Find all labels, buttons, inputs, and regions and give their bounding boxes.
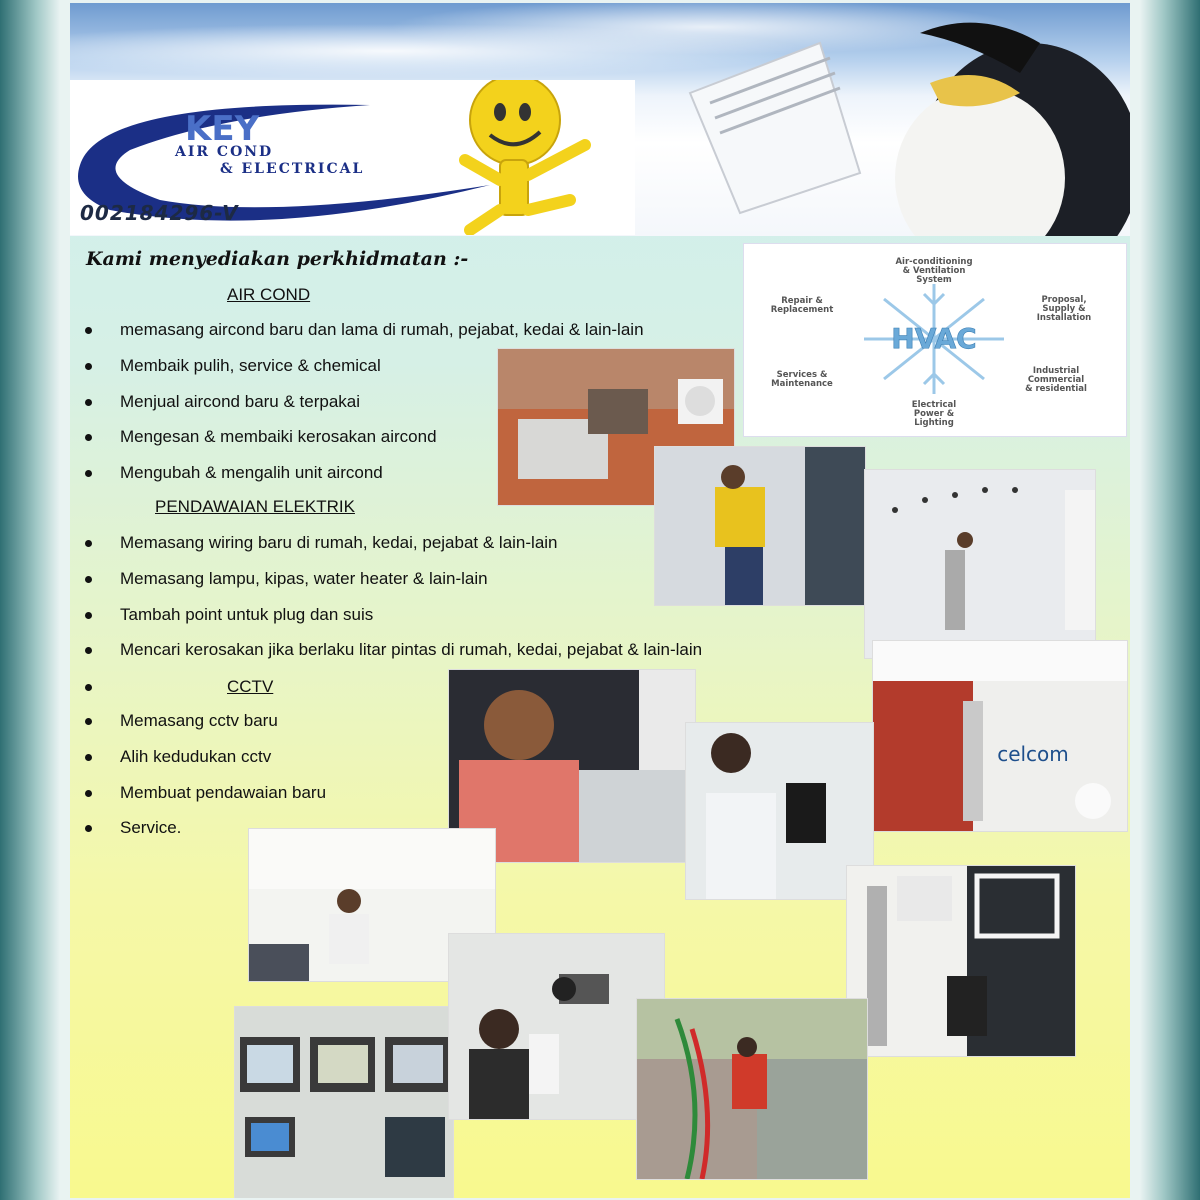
bullet-icon — [85, 790, 92, 797]
hvac-right-top-label-1: Proposal, — [1041, 295, 1087, 305]
section-title-elektrik: PENDAWAIAN ELEKTRIK — [155, 497, 355, 516]
hvac-right-top-label-3: Installation — [1036, 313, 1092, 323]
service-text: Mencari kerosakan jika berlaku litar pintas di rumah, kedai, pejabat & lain-lain — [120, 640, 703, 660]
list-item — [70, 745, 326, 781]
key-mascot-icon — [465, 80, 585, 230]
hvac-bottom-label-1: Electrical — [911, 400, 957, 410]
logo-line-1: AIR COND — [175, 144, 274, 160]
hvac-right-bottom-label-3: & residential — [1025, 384, 1087, 394]
bullet-icon — [85, 327, 92, 334]
service-text: Alih kedudukan cctv — [120, 746, 272, 766]
bullet-icon — [85, 470, 92, 477]
photo-ceiling-lights — [864, 469, 1096, 659]
service-text: Memasang wiring baru di rumah, kedai, pejabat & lain-lain — [120, 533, 558, 552]
elektrik-service-list — [70, 531, 702, 674]
section-title-aircond: AIR COND — [227, 285, 311, 304]
list-item — [70, 603, 702, 639]
service-text: Membuat pendawaian baru — [120, 782, 327, 802]
photo-worker-wiring — [654, 446, 866, 606]
bullet-icon — [85, 684, 92, 691]
hvac-right-bottom-label-1: Industrial — [1032, 366, 1080, 376]
photo-cctv-monitors — [234, 1006, 454, 1198]
company-registration-number: 002184296-V — [80, 201, 239, 225]
service-text: Mengesan & membaiki kerosakan aircond — [120, 427, 437, 447]
service-text: Memasang cctv baru — [120, 711, 278, 730]
service-text: Mengubah & mengalih unit aircond — [120, 463, 383, 483]
bullet-icon — [85, 540, 92, 547]
photo-outdoor-aircond-unit — [846, 865, 1076, 1057]
hvac-left-top-label-1: Repair & — [781, 296, 823, 306]
list-item — [70, 531, 702, 567]
aircond-penguin-image — [680, 3, 1130, 236]
hvac-bottom-label-3: Lighting — [914, 418, 954, 428]
bullet-icon — [85, 718, 92, 725]
hvac-left-bottom-label-1: Services & — [776, 370, 828, 380]
hvac-top-label-3: System — [916, 275, 952, 285]
store-sign: celcom — [997, 742, 1069, 766]
services-intro-heading: Kami menyediakan perkhidmatan :- — [86, 248, 469, 270]
aircond-unit-icon — [690, 43, 860, 213]
bullet-icon — [85, 825, 92, 832]
photo-celcom-store — [872, 640, 1128, 832]
service-text: Service. — [120, 818, 182, 838]
poster — [70, 3, 1130, 1198]
hvac-right-top-label-2: Supply & — [1042, 304, 1086, 314]
photo-cctv-camera-install — [448, 933, 665, 1120]
hvac-center-label: HVAC — [891, 322, 977, 355]
penguin-icon — [895, 23, 1130, 236]
header-banner — [70, 3, 1130, 236]
bullet-icon — [85, 363, 92, 370]
list-item — [70, 709, 326, 745]
service-text: Membaik pulih, service & chemical — [120, 355, 381, 375]
bullet-icon — [85, 576, 92, 583]
hvac-top-label-2: & Ventilation — [902, 266, 966, 276]
service-text: Menjual aircond baru & terpakai — [120, 391, 361, 411]
bullet-icon — [85, 647, 92, 654]
hvac-diagram — [743, 243, 1127, 437]
cctv-heading-row — [70, 674, 470, 704]
hvac-bottom-label-2: Power & — [913, 409, 955, 419]
service-text: memasang aircond baru dan lama di rumah, pejabat, kedai & lain-lain — [120, 320, 644, 339]
hvac-top-label-1: Air-conditioning — [895, 257, 973, 267]
list-item — [70, 567, 702, 603]
logo-word: KEY — [185, 109, 260, 149]
hvac-left-top-label-2: Replacement — [770, 305, 834, 315]
bullet-icon — [85, 399, 92, 406]
hvac-left-bottom-label-2: Maintenance — [771, 379, 833, 389]
section-title-cctv: CCTV — [227, 677, 274, 696]
service-text: Memasang lampu, kipas, water heater & lain-lain — [120, 568, 488, 588]
service-text: Tambah point untuk plug dan suis — [120, 604, 374, 624]
list-item — [70, 781, 326, 817]
hvac-right-bottom-label-2: Commercial — [1027, 375, 1085, 385]
photo-wall-wiring — [636, 998, 868, 1180]
logo-line-2: & ELECTRICAL — [220, 161, 365, 177]
bullet-icon — [85, 434, 92, 441]
bullet-icon — [85, 754, 92, 761]
bullet-icon — [85, 612, 92, 619]
